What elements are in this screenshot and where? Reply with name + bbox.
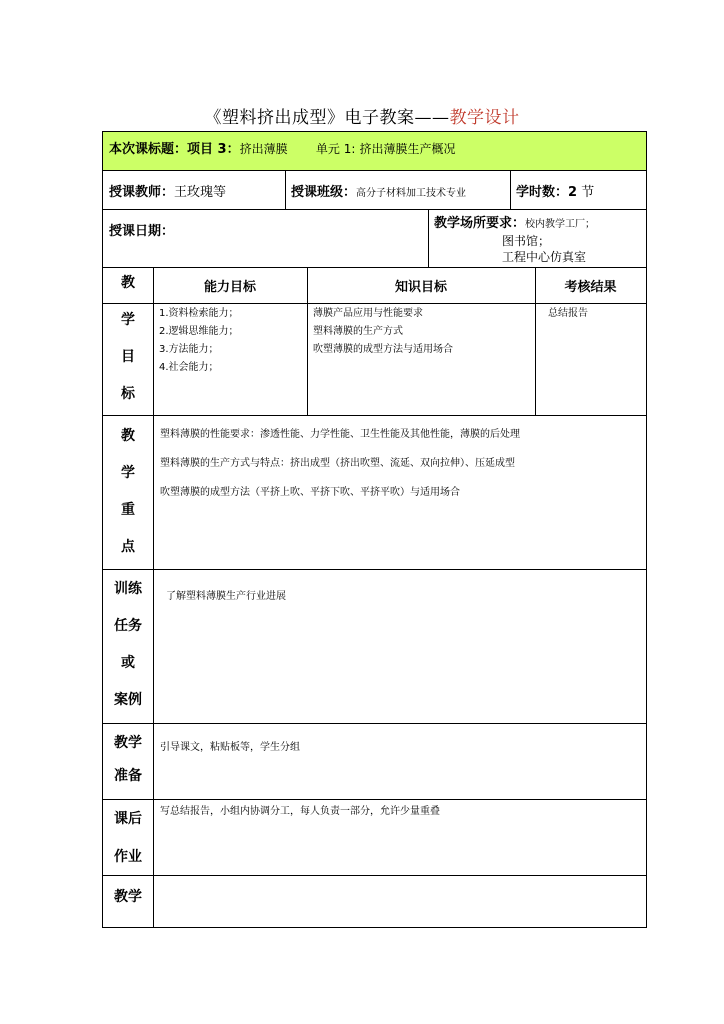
tasks-label-line: 任务 [114, 618, 142, 634]
project-name: 挤出薄膜 [239, 142, 288, 156]
venue-item-1: 校内教学工厂； [525, 219, 596, 230]
objectives-side-label [103, 272, 153, 420]
keypoint-item: 吹塑薄膜的成型方法（平挤上吹、平挤下吹、平挤平吹）与适用场合 [160, 487, 460, 498]
teacher-value: 王玫瑰等 [174, 185, 227, 200]
class-cell [291, 181, 509, 200]
objectives-label-char: 教 [121, 275, 135, 291]
keypoints-label-char: 重 [121, 502, 135, 518]
unit-name: 挤出薄膜生产概况 [359, 142, 456, 156]
ability-item: 3.方法能力； [159, 344, 219, 355]
prep-label-line: 教学 [114, 735, 142, 751]
prep-content: 引导课文，粘贴板等，学生分组 [160, 742, 300, 753]
knowledge-item: 薄膜产品应用与性能要求 [313, 308, 423, 319]
tasks-label-line: 训练 [114, 581, 142, 597]
teacher-label: 授课教师： [109, 185, 175, 200]
keypoints-label-char: 教 [121, 428, 135, 444]
lesson-title-cell [109, 138, 639, 157]
objectives-label-char: 标 [121, 386, 135, 402]
knowledge-item: 吹塑薄膜的成型方法与适用场合 [313, 344, 453, 355]
venue-label: 教学场所要求： [434, 216, 526, 231]
date-label: 授课日期： [109, 224, 175, 239]
keypoint-item: 塑料薄膜的性能要求：渗透性能、力学性能、卫生性能及其他性能，薄膜的后处理 [160, 429, 520, 440]
homework-label-line: 作业 [114, 849, 142, 865]
ability-header: 能力目标 [203, 280, 256, 295]
homework-content: 写总结报告，小组内协调分工，每人负责一部分，允许少量重叠 [160, 806, 440, 817]
venue-item-3: 工程中心仿真室 [502, 250, 587, 264]
document-title [0, 103, 724, 128]
teacher-cell [109, 181, 283, 200]
prep-label-line: 准备 [114, 768, 142, 784]
tasks-label-line: 案例 [114, 692, 142, 708]
ability-list [159, 305, 305, 377]
ability-item: 1.资料检索能力； [159, 308, 239, 319]
hours-cell [516, 181, 644, 200]
title-main: 《塑料挤出成型》电子教案—— [204, 108, 450, 128]
class-label: 授课班级： [291, 185, 357, 200]
assessment-value: 总结报告 [548, 308, 588, 319]
homework-side-label [103, 808, 153, 884]
knowledge-list [313, 305, 533, 359]
lesson-plan-table [102, 131, 647, 928]
knowledge-header: 知识目标 [394, 280, 447, 295]
venue-item-2: 图书馆； [502, 234, 551, 248]
hours-label: 学时数： [516, 185, 569, 200]
keypoints-label-char: 学 [121, 465, 135, 481]
lesson-title-label: 本次课标题：项目 3： [109, 142, 240, 157]
last-side-label [103, 886, 153, 906]
hours-unit: 节 [581, 185, 595, 200]
assessment-header: 考核结果 [564, 280, 617, 295]
venue-cell [434, 212, 644, 231]
title-accent: 教学设计 [449, 108, 520, 128]
hours-value: 2 [568, 185, 578, 200]
tasks-side-label [103, 578, 153, 726]
objectives-label-char: 学 [121, 312, 135, 328]
last-label-line: 教学 [114, 889, 142, 905]
tasks-label-line: 或 [121, 655, 135, 671]
ability-item: 4.社会能力； [159, 362, 219, 373]
homework-label-line: 课后 [114, 811, 142, 827]
class-value: 高分子材料加工技术专业 [356, 188, 467, 199]
knowledge-item: 塑料薄膜的生产方式 [313, 326, 403, 337]
keypoints-side-label [103, 425, 153, 573]
ability-item: 2.逻辑思维能力； [159, 326, 239, 337]
keypoints-list [160, 420, 644, 507]
keypoint-item: 塑料薄膜的生产方式与特点：挤出成型（挤出吹塑、流延、双向拉伸）、压延成型 [160, 458, 515, 469]
tasks-content: 了解塑料薄膜生产行业进展 [166, 591, 286, 602]
unit-label: 单元 1: [315, 142, 356, 156]
keypoints-label-char: 点 [121, 539, 135, 555]
prep-side-label [103, 732, 153, 798]
objectives-label-char: 目 [121, 349, 135, 365]
